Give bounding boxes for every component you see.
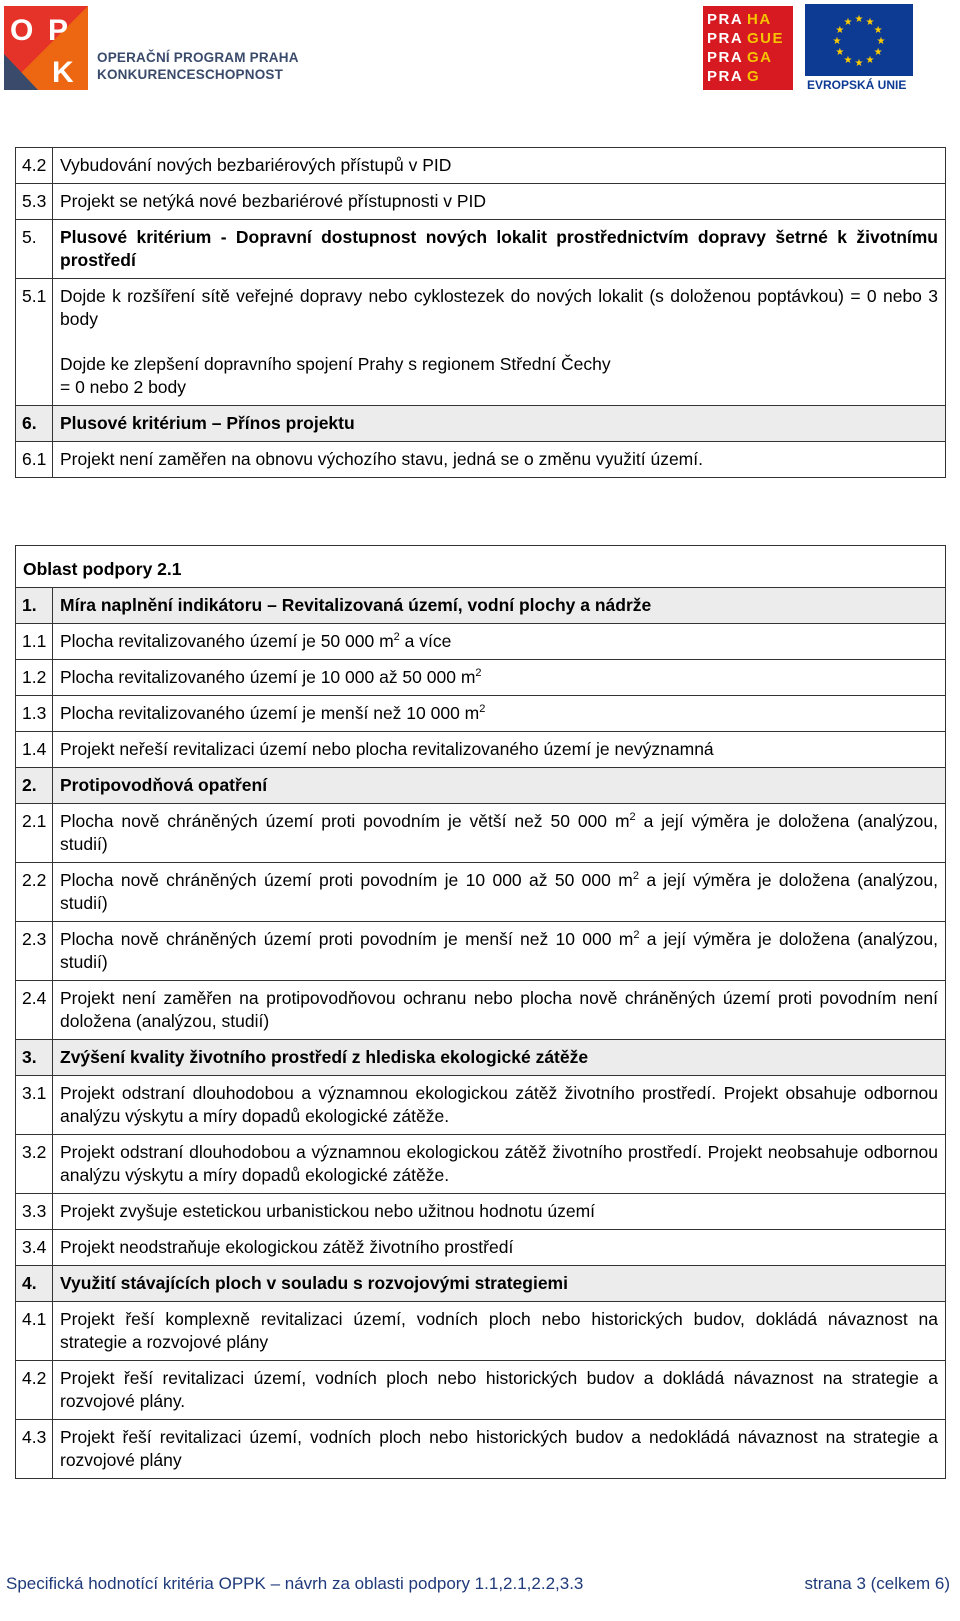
prague-logo-word: HA	[747, 11, 772, 28]
eu-star-icon: ★	[854, 58, 864, 69]
eu-flag-icon	[805, 4, 913, 76]
table-section-row	[16, 768, 946, 804]
criterion-number	[16, 624, 53, 660]
prague-logo-word: GA	[747, 49, 773, 66]
criterion-text	[53, 981, 946, 1040]
criterion-number-text: 4.3	[22, 1427, 47, 1447]
criterion-number	[16, 804, 53, 863]
criterion-text	[53, 406, 946, 442]
criterion-description: Zvýšení kvality životního prostředí z hlediska ekologické zátěže	[60, 1047, 589, 1067]
table-row	[16, 981, 946, 1040]
table-row	[16, 184, 946, 220]
table-row	[16, 696, 946, 732]
criterion-text	[53, 1194, 946, 1230]
criterion-number	[16, 279, 53, 406]
eu-star-icon: ★	[835, 47, 845, 58]
criteria-table-1	[15, 147, 946, 478]
criterion-description-tail: a její výměra je doložena (analýzou, studií)	[60, 929, 938, 972]
criterion-text	[53, 660, 946, 696]
criterion-number	[16, 1361, 53, 1420]
criterion-number-text: 4.1	[22, 1309, 47, 1329]
criterion-description: Vybudování nových bezbariérových přístupů v PID	[60, 155, 452, 175]
criterion-number-text: 3.3	[22, 1201, 47, 1221]
eu-star-icon: ★	[873, 25, 883, 36]
criterion-text	[53, 1302, 946, 1361]
eu-star-icon: ★	[843, 16, 853, 28]
criterion-text	[53, 588, 946, 624]
criterion-number	[16, 768, 53, 804]
table-row	[16, 804, 946, 863]
criterion-description: Dojde k rozšíření sítě veřejné dopravy nebo cyklostezek do nových lokalit (s doloženou poptávkou) = 0 nebo 3 body	[60, 286, 938, 329]
table-row	[16, 922, 946, 981]
criterion-text	[53, 922, 946, 981]
criterion-description: Plusové kritérium - Dopravní dostupnost nových lokalit prostřednictvím dopravy šetrné k životnímu prostředí	[60, 227, 938, 270]
eu-star-icon: ★	[865, 55, 875, 67]
criterion-number-text: 3.4	[22, 1237, 47, 1257]
table-row	[16, 1135, 946, 1194]
criterion-text	[53, 148, 946, 184]
unit-superscript: 2	[632, 870, 639, 882]
oppk-line-1: OPERAČNÍ PROGRAM PRAHA	[97, 50, 299, 65]
criterion-number	[16, 406, 53, 442]
table-row	[16, 279, 946, 406]
table-row	[16, 624, 946, 660]
criterion-number-text: 6.	[22, 413, 37, 433]
eu-logo	[805, 4, 913, 94]
criterion-number	[16, 442, 53, 478]
criterion-description: Projekt řeší komplexně revitalizaci území, vodních ploch nebo historických budov, dokládá návaznost na strategie a rozvojové plány	[60, 1309, 938, 1352]
prague-logo-word: PRA	[707, 49, 744, 66]
prague-logo-word: PRA	[707, 30, 744, 47]
oppk-logo-text	[97, 49, 299, 83]
criterion-description: Plocha revitalizovaného území je 50 000 m	[60, 631, 394, 651]
unit-superscript: 2	[479, 703, 486, 715]
criterion-description: Projekt není zaměřen na obnovu výchozího stavu, jedná se o změnu využití území.	[60, 449, 703, 469]
criterion-description: Projekt řeší revitalizaci území, vodních ploch nebo historických budov a dokládá návaznost na strategie a rozvojové plány.	[60, 1368, 938, 1411]
criterion-text	[53, 624, 946, 660]
table-row	[16, 406, 946, 442]
criterion-number-text: 4.	[22, 1273, 37, 1293]
criterion-number	[16, 220, 53, 279]
oppk-letter-2: P	[48, 14, 69, 47]
criterion-number-text: 6.1	[22, 449, 47, 469]
criterion-number	[16, 660, 53, 696]
table-row	[16, 1194, 946, 1230]
criterion-number-text: 2.2	[22, 870, 47, 890]
criterion-number	[16, 696, 53, 732]
eu-label: EVROPSKÁ UNIE	[807, 78, 907, 92]
criterion-description: Plocha revitalizovaného území je menší než 10 000 m	[60, 703, 480, 723]
criterion-number	[16, 148, 53, 184]
criterion-number-text: 5.1	[22, 286, 47, 306]
criterion-description: Projekt se netýká nové bezbariérové přístupnosti v PID	[60, 191, 487, 211]
oppk-letter-4: K	[52, 56, 74, 89]
criterion-number-text: 2.	[22, 775, 37, 795]
criterion-number-text: 1.3	[22, 703, 47, 723]
footer-page-number: strana 3 (celkem 6)	[804, 1574, 950, 1593]
criterion-description-extra: Dojde ke zlepšení dopravního spojení Prahy s regionem Střední Čechy	[60, 354, 611, 374]
criterion-description: Projekt neodstraňuje ekologickou zátěž životního prostředí	[60, 1237, 514, 1257]
eu-star-icon: ★	[832, 36, 842, 47]
criterion-number	[16, 1266, 53, 1302]
prague-logo-word: PRA	[707, 68, 744, 85]
prague-logo-word: PRA	[707, 11, 744, 28]
eu-star-icon: ★	[873, 47, 883, 58]
table-row	[16, 1420, 946, 1479]
table-row	[16, 660, 946, 696]
criterion-number-text: 2.3	[22, 929, 47, 949]
criterion-text	[53, 184, 946, 220]
criterion-description: Projekt neřeší revitalizaci území nebo plocha revitalizovaného území je nevýznamná	[60, 739, 714, 759]
criterion-number	[16, 1135, 53, 1194]
oppk-line-2: KONKURENCESCHOPNOST	[97, 67, 284, 82]
footer-document-title: Specifická hodnotící kritéria OPPK – návrh za oblasti podpory 1.1,2.1,2.2,3.3	[6, 1574, 584, 1593]
table-row	[16, 220, 946, 279]
criterion-description-tail: a její výměra je doložena (analýzou, studií)	[60, 870, 938, 913]
criterion-number-text: 5.3	[22, 191, 47, 211]
criterion-number	[16, 1230, 53, 1266]
prague-logo-word: GUE	[747, 30, 785, 47]
criterion-description-tail: a její výměra je doložena (analýzou, studií)	[60, 811, 939, 854]
oppk-logo	[4, 6, 88, 90]
criterion-description: Využití stávajících ploch v souladu s rozvojovými strategiemi	[60, 1273, 568, 1293]
criterion-number-text: 4.2	[22, 155, 47, 175]
eu-star-icon: ★	[854, 14, 864, 25]
table-section-row	[16, 588, 946, 624]
oppk-letter-1: O	[10, 14, 34, 47]
criterion-number	[16, 1302, 53, 1361]
criterion-number-text: 5.	[22, 227, 37, 247]
unit-superscript: 2	[475, 667, 482, 679]
criterion-description: Plocha revitalizovaného území je 10 000 až 50 000 m	[60, 667, 476, 687]
unit-superscript: 2	[393, 631, 400, 643]
criterion-text	[53, 1230, 946, 1266]
criterion-description: Plocha nově chráněných území proti povodním je 10 000 až 50 000 m	[60, 870, 633, 890]
criterion-number-text: 3.2	[22, 1142, 47, 1162]
criterion-number	[16, 863, 53, 922]
criterion-text	[53, 220, 946, 279]
criteria-table-2	[15, 545, 946, 1479]
eu-star-icon: ★	[843, 55, 853, 67]
table-row	[16, 442, 946, 478]
eu-star-icon: ★	[835, 25, 845, 36]
criterion-number-text: 3.	[22, 1047, 37, 1067]
criterion-text	[53, 863, 946, 922]
criterion-number-text: 3.1	[22, 1083, 47, 1103]
table-section-row	[16, 1040, 946, 1076]
page-header	[0, 0, 960, 100]
criterion-number	[16, 1076, 53, 1135]
table-row	[16, 1076, 946, 1135]
criterion-description: Plusové kritérium – Přínos projektu	[60, 413, 355, 433]
criterion-number	[16, 922, 53, 981]
criterion-number	[16, 732, 53, 768]
criterion-number-text: 2.1	[22, 811, 47, 831]
table-row	[16, 1230, 946, 1266]
criterion-description: Projekt odstraní dlouhodobou a významnou ekologickou zátěž životního prostředí. Projekt neobsahuje odbornou analýzu výskytu a míry dopadů ekologické zátěže.	[60, 1142, 938, 1185]
criterion-description: Plocha nově chráněných území proti povodním je menší než 10 000 m	[60, 929, 634, 949]
prague-logo-word: G	[747, 68, 761, 85]
criterion-text	[53, 732, 946, 768]
table-row	[16, 732, 946, 768]
criterion-number	[16, 1040, 53, 1076]
table-row	[16, 1361, 946, 1420]
criterion-number-text: 2.4	[22, 988, 47, 1008]
criterion-number	[16, 1420, 53, 1479]
criterion-text	[53, 1076, 946, 1135]
criterion-number-text: 4.2	[22, 1368, 47, 1388]
criterion-number-text: 1.1	[22, 631, 47, 651]
prague-logo	[703, 6, 793, 90]
criterion-text	[53, 768, 946, 804]
criterion-number-text: 1.4	[22, 739, 47, 759]
criterion-number	[16, 1194, 53, 1230]
prague-logo-grid	[707, 10, 787, 86]
criterion-description: Plocha nově chráněných území proti povodním je větší než 50 000 m	[60, 811, 630, 831]
unit-superscript: 2	[633, 929, 640, 941]
criterion-text	[53, 279, 946, 406]
table-row	[16, 148, 946, 184]
criterion-description: Protipovodňová opatření	[60, 775, 268, 795]
unit-superscript: 2	[629, 811, 636, 823]
table-row	[16, 1302, 946, 1361]
criterion-description-tail: a více	[399, 631, 452, 651]
criterion-points: = 0 nebo 2 body	[60, 377, 187, 397]
criterion-text	[53, 1420, 946, 1479]
criterion-number	[16, 588, 53, 624]
criterion-description: Projekt odstraní dlouhodobou a významnou ekologickou zátěž životního prostředí. Projekt obsahuje odbornou analýzu výskytu a míry dopadů ekologické zátěže.	[60, 1083, 938, 1126]
table-title: Oblast podpory 2.1	[16, 546, 946, 588]
criterion-description: Projekt zvyšuje estetickou urbanistickou nebo užitnou hodnotu území	[60, 1201, 596, 1221]
criterion-text	[53, 1040, 946, 1076]
criterion-text	[53, 1135, 946, 1194]
criterion-number	[16, 981, 53, 1040]
criterion-text	[53, 1266, 946, 1302]
criterion-number	[16, 184, 53, 220]
table-row	[16, 863, 946, 922]
eu-star-icon: ★	[865, 16, 875, 28]
table-section-row	[16, 1266, 946, 1302]
table-title-row	[16, 546, 946, 588]
criterion-text	[53, 696, 946, 732]
criterion-text	[53, 442, 946, 478]
criterion-text	[53, 1361, 946, 1420]
criterion-description: Projekt není zaměřen na protipovodňovou ochranu nebo plocha nově chráněných území proti povodním není doložena (analýzou, studií)	[60, 988, 938, 1031]
criterion-text	[53, 804, 946, 863]
criterion-description: Míra naplnění indikátoru – Revitalizovaná území, vodní plochy a nádrže	[60, 595, 652, 615]
criterion-number-text: 1.2	[22, 667, 47, 687]
criterion-number-text: 1.	[22, 595, 37, 615]
criterion-description: Projekt řeší revitalizaci území, vodních ploch nebo historických budov a nedokládá návaznost na strategie a rozvojové plány	[60, 1427, 938, 1470]
eu-star-icon: ★	[876, 36, 886, 47]
